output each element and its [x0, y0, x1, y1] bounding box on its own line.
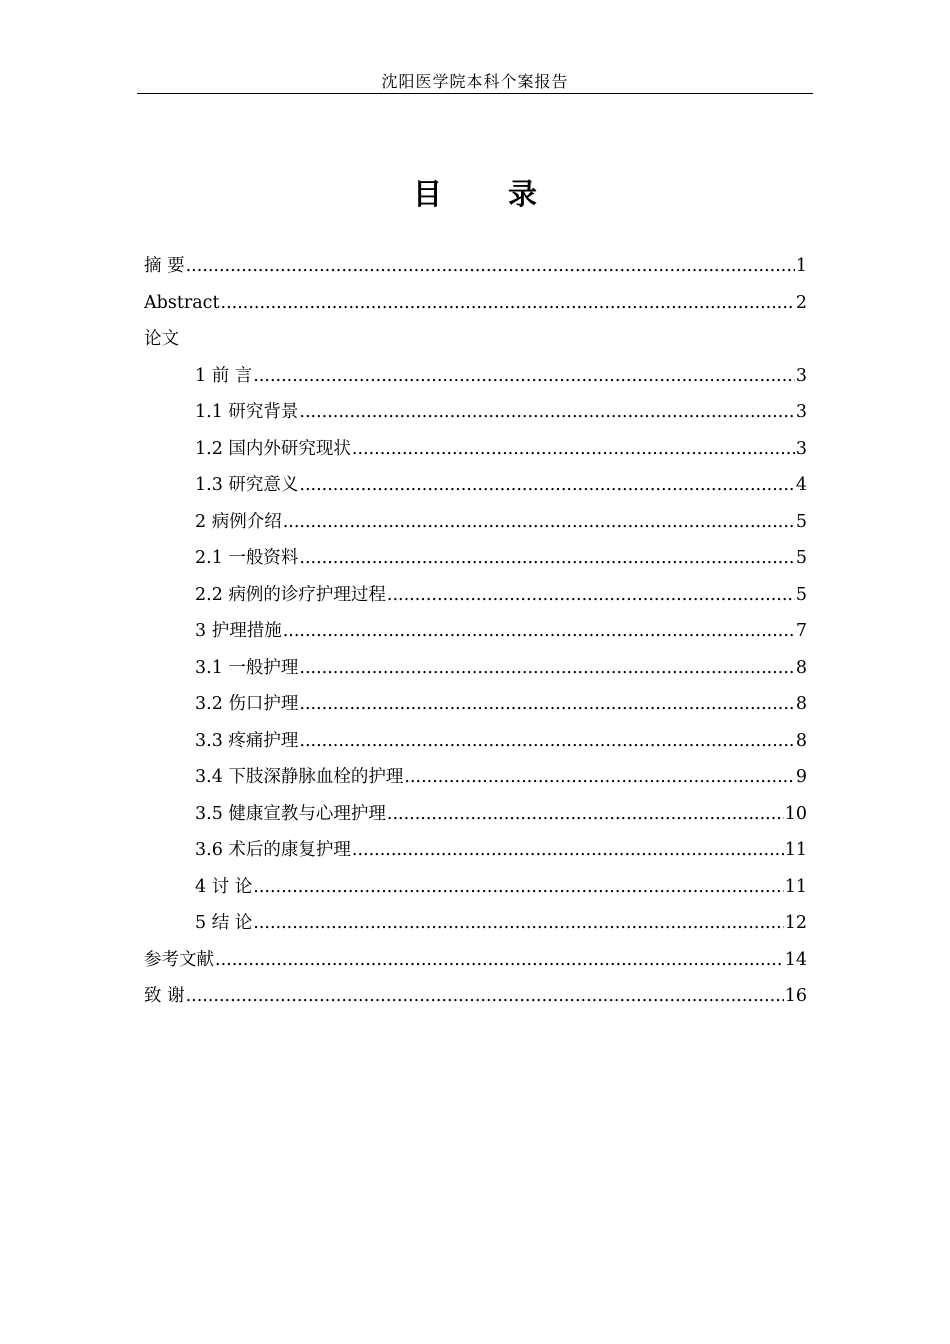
- toc-entry-page-number: 5: [795, 548, 807, 568]
- toc-entry[interactable]: [144, 285, 807, 322]
- page-header: [137, 70, 813, 94]
- toc-entry-page-number: 8: [795, 657, 807, 678]
- table-of-contents: [144, 248, 807, 1015]
- toc-dot-leader: [299, 686, 794, 723]
- toc-entry-page-number: 9: [795, 767, 807, 787]
- toc-entry-label: 2 病例介绍: [195, 511, 282, 532]
- toc-entry-label: 3.2 伤口护理: [195, 694, 299, 714]
- toc-dot-leader: [253, 358, 795, 395]
- toc-dot-leader: [283, 504, 795, 541]
- toc-entry[interactable]: [144, 869, 807, 906]
- toc-entry[interactable]: [144, 723, 807, 760]
- toc-dot-leader: [221, 285, 795, 322]
- toc-entry[interactable]: [144, 613, 807, 650]
- toc-entry[interactable]: [144, 431, 807, 468]
- header-text: 沈阳医学院本科个案报告: [381, 72, 569, 91]
- toc-entry[interactable]: [144, 832, 807, 869]
- toc-entry[interactable]: [144, 577, 807, 614]
- toc-entry-page-number: 5: [795, 511, 807, 532]
- toc-entry-page-number: 14: [784, 949, 807, 970]
- toc-entry-page-number: 2: [795, 292, 807, 313]
- toc-dot-leader: [283, 613, 795, 650]
- toc-entry-page-number: 8: [795, 694, 807, 714]
- toc-entry-label: 3.6 术后的康复护理: [195, 840, 351, 860]
- toc-entry-page-number: 5: [795, 584, 807, 605]
- toc-dot-leader: [352, 832, 784, 869]
- toc-dot-leader: [352, 431, 795, 468]
- toc-dot-leader: [186, 248, 795, 285]
- toc-entry-label: 4 讨 论: [195, 876, 253, 897]
- toc-entry-label: 1 前 言: [195, 365, 253, 386]
- toc-entry-page-number: 11: [784, 840, 807, 860]
- toc-entry[interactable]: [144, 978, 807, 1015]
- toc-dot-leader: [404, 759, 794, 796]
- toc-entry-page-number: 10: [784, 803, 807, 824]
- toc-entry[interactable]: [144, 686, 807, 723]
- toc-title: 目 录: [412, 177, 566, 211]
- toc-dot-leader: [215, 942, 784, 979]
- toc-entry[interactable]: [144, 321, 807, 358]
- toc-dot-leader: [253, 905, 783, 942]
- toc-entry-label: 致 谢: [144, 986, 185, 1006]
- toc-entry-label: 1.1 研究背景: [195, 402, 299, 422]
- toc-dot-leader: [387, 577, 795, 614]
- toc-entry-label: 摘 要: [144, 256, 185, 276]
- toc-entry-page-number: 1: [795, 256, 807, 276]
- toc-entry-label: 3.5 健康宣教与心理护理: [195, 803, 386, 824]
- toc-entry[interactable]: [144, 467, 807, 504]
- toc-dot-leader: [299, 467, 794, 504]
- toc-entry-label: 3 护理措施: [195, 621, 282, 641]
- toc-entry[interactable]: [144, 650, 807, 687]
- toc-entry[interactable]: [144, 905, 807, 942]
- toc-entry[interactable]: [144, 358, 807, 395]
- toc-entry[interactable]: [144, 796, 807, 833]
- toc-entry-page-number: 3: [795, 365, 807, 386]
- toc-entry[interactable]: [144, 759, 807, 796]
- toc-entry[interactable]: [144, 504, 807, 541]
- toc-entry-label: 2.1 一般资料: [195, 548, 299, 568]
- toc-entry-label: 5 结 论: [195, 913, 253, 933]
- toc-dot-leader: [186, 978, 784, 1015]
- toc-entry-page-number: 11: [784, 876, 807, 897]
- toc-entry-label: 1.3 研究意义: [195, 475, 299, 495]
- toc-entry-label: 参考文献: [144, 949, 214, 970]
- toc-entry-label: Abstract: [144, 292, 220, 313]
- toc-entry-page-number: 3: [795, 402, 807, 422]
- toc-entry[interactable]: [144, 248, 807, 285]
- toc-entry-label: 3.1 一般护理: [195, 657, 299, 678]
- toc-dot-leader: [299, 723, 794, 760]
- toc-dot-leader: [299, 394, 794, 431]
- toc-entry-page-number: 7: [795, 621, 807, 641]
- toc-entry[interactable]: [144, 394, 807, 431]
- toc-entry-page-number: 4: [795, 475, 807, 495]
- toc-entry-page-number: 8: [795, 730, 807, 751]
- toc-entry-label: 3.4 下肢深静脉血栓的护理: [195, 767, 404, 787]
- toc-entry-page-number: 16: [784, 986, 807, 1006]
- toc-entry-label: 3.3 疼痛护理: [195, 730, 299, 751]
- toc-entry-label: 2.2 病例的诊疗护理过程: [195, 584, 386, 605]
- toc-entry-label: 论文: [144, 329, 179, 349]
- toc-dot-leader: [299, 540, 794, 577]
- toc-dot-leader: [387, 796, 784, 833]
- toc-entry[interactable]: [144, 540, 807, 577]
- toc-dot-leader: [299, 650, 794, 687]
- toc-entry[interactable]: [144, 942, 807, 979]
- toc-entry-page-number: 3: [795, 438, 807, 459]
- toc-entry-label: 1.2 国内外研究现状: [195, 438, 351, 459]
- toc-dot-leader: [253, 869, 783, 906]
- toc-entry-page-number: 12: [784, 913, 807, 933]
